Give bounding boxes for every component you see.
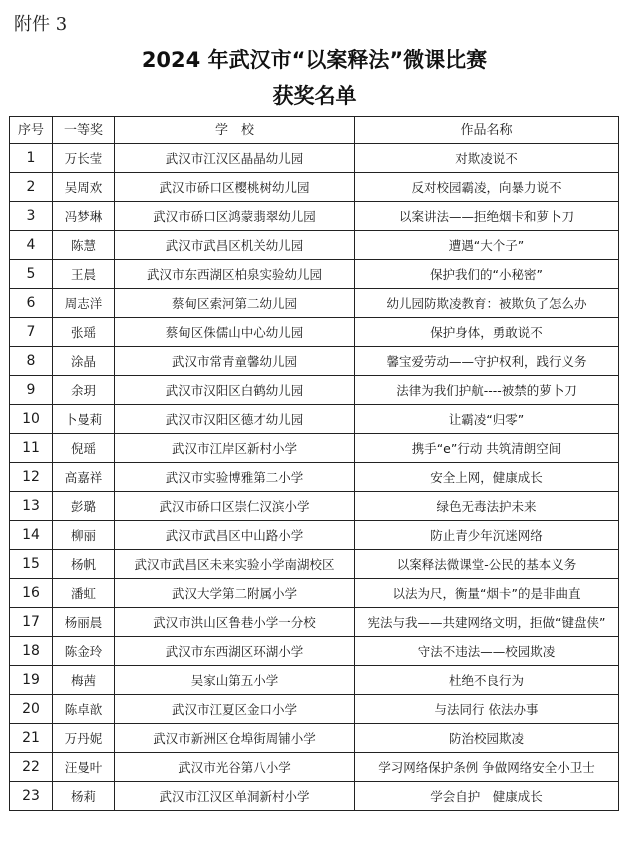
row-index-cell: 20 [10,695,53,724]
table-row [10,260,619,289]
row-index-cell: 1 [10,144,53,173]
work-title-cell: 保护身体，勇敢说不 [355,318,619,347]
table-row [10,376,619,405]
winner-name-cell: 柳丽 [53,521,115,550]
school-cell: 武汉市武昌区未来实验小学南湖校区 [115,550,355,579]
winner-name-cell: 王晨 [53,260,115,289]
work-title-cell: 学习网络保护条例 争做网络安全小卫士 [355,753,619,782]
school-cell: 武汉市硚口区崇仁汉滨小学 [115,492,355,521]
winner-name-cell: 梅茜 [53,666,115,695]
row-index-cell: 6 [10,289,53,318]
school-cell: 武汉市江夏区金口小学 [115,695,355,724]
row-index-cell: 5 [10,260,53,289]
school-cell: 武汉市硚口区樱桃树幼儿园 [115,173,355,202]
school-cell: 武汉市武昌区中山路小学 [115,521,355,550]
school-cell: 武汉市光谷第八小学 [115,753,355,782]
work-title-cell: 守法不违法——校园欺凌 [355,637,619,666]
table-row [10,550,619,579]
table-row [10,289,619,318]
row-index-cell: 14 [10,521,53,550]
winner-name-cell: 杨帆 [53,550,115,579]
table-row [10,202,619,231]
school-cell: 武汉市武昌区机关幼儿园 [115,231,355,260]
document-title: 2024 年武汉市“以案释法”微课比赛 [141,48,488,72]
work-title-cell: 杜绝不良行为 [355,666,619,695]
row-index-cell: 11 [10,434,53,463]
winner-name-cell: 潘虹 [53,579,115,608]
column-header-index: 序号 [10,117,53,144]
work-title-cell: 幼儿园防欺凌教育：被欺负了怎么办 [355,289,619,318]
winner-name-cell: 卜曼莉 [53,405,115,434]
school-cell: 蔡甸区侏儒山中心幼儿园 [115,318,355,347]
school-cell: 武汉市实验博雅第二小学 [115,463,355,492]
table-row [10,144,619,173]
winner-name-cell: 万丹妮 [53,724,115,753]
row-index-cell: 13 [10,492,53,521]
school-cell: 蔡甸区索河第二幼儿园 [115,289,355,318]
table-body [10,144,619,811]
winner-name-cell: 高嘉祥 [53,463,115,492]
winner-name-cell: 陈金玲 [53,637,115,666]
work-title-cell: 对欺凌说不 [355,144,619,173]
school-cell: 武汉市硚口区鸿蒙翡翠幼儿园 [115,202,355,231]
document-subtitle: 获奖名单 [272,84,357,108]
table-row [10,608,619,637]
winner-name-cell: 杨莉 [53,782,115,811]
row-index-cell: 15 [10,550,53,579]
school-cell: 武汉市常青童馨幼儿园 [115,347,355,376]
work-title-cell: 让霸凌“归零” [355,405,619,434]
row-index-cell: 2 [10,173,53,202]
table-row [10,434,619,463]
row-index-cell: 4 [10,231,53,260]
row-index-cell: 21 [10,724,53,753]
row-index-cell: 23 [10,782,53,811]
row-index-cell: 18 [10,637,53,666]
row-index-cell: 12 [10,463,53,492]
work-title-cell: 馨宝爱劳动——守护权利，践行义务 [355,347,619,376]
winner-name-cell: 彭璐 [53,492,115,521]
table-row [10,666,619,695]
work-title-cell: 安全上网，健康成长 [355,463,619,492]
work-title-cell: 法律为我们护航----被禁的萝卜刀 [355,376,619,405]
school-cell: 武汉市江汉区晶晶幼儿园 [115,144,355,173]
work-title-cell: 宪法与我——共建网络文明，拒做“键盘侠” [355,608,619,637]
school-cell: 吴家山第五小学 [115,666,355,695]
school-cell: 武汉市东西湖区环湖小学 [115,637,355,666]
table-row [10,318,619,347]
work-title-cell: 以法为尺，衡量“烟卡”的是非曲直 [355,579,619,608]
work-title-cell: 以案讲法——拒绝烟卡和萝卜刀 [355,202,619,231]
table-row [10,492,619,521]
school-cell: 武汉市汉阳区德才幼儿园 [115,405,355,434]
work-title-cell: 以案释法微课堂-公民的基本义务 [355,550,619,579]
table-row [10,463,619,492]
work-title-cell: 保护我们的“小秘密” [355,260,619,289]
column-header-school: 学 校 [115,117,355,144]
table-row [10,753,619,782]
row-index-cell: 9 [10,376,53,405]
row-index-cell: 3 [10,202,53,231]
attachment-label: 附件 3 [14,14,68,35]
school-cell: 武汉市江汉区单洞新村小学 [115,782,355,811]
row-index-cell: 7 [10,318,53,347]
table-row [10,724,619,753]
winner-name-cell: 吴周欢 [53,173,115,202]
row-index-cell: 8 [10,347,53,376]
row-index-cell: 10 [10,405,53,434]
row-index-cell: 17 [10,608,53,637]
award-table [9,116,619,811]
winner-name-cell: 万长莹 [53,144,115,173]
table-row [10,579,619,608]
table-row [10,782,619,811]
table-row [10,231,619,260]
table-row [10,695,619,724]
work-title-cell: 绿色无毒法护未来 [355,492,619,521]
table-row [10,405,619,434]
row-index-cell: 22 [10,753,53,782]
row-index-cell: 16 [10,579,53,608]
work-title-cell: 携手“e”行动 共筑清朗空间 [355,434,619,463]
school-cell: 武汉市汉阳区白鹤幼儿园 [115,376,355,405]
winner-name-cell: 陈慧 [53,231,115,260]
winner-name-cell: 冯梦琳 [53,202,115,231]
table-header [10,117,619,144]
table-row [10,173,619,202]
winner-name-cell: 杨丽晨 [53,608,115,637]
winner-name-cell: 余玥 [53,376,115,405]
winner-name-cell: 陈卓歆 [53,695,115,724]
table-row [10,521,619,550]
column-header-prize: 一等奖 [53,117,115,144]
row-index-cell: 19 [10,666,53,695]
table-row [10,347,619,376]
work-title-cell: 与法同行 依法办事 [355,695,619,724]
column-header-work: 作品名称 [355,117,619,144]
winner-name-cell: 张瑶 [53,318,115,347]
work-title-cell: 学会自护 健康成长 [355,782,619,811]
work-title-cell: 遭遇“大个子” [355,231,619,260]
school-cell: 武汉市东西湖区柏泉实验幼儿园 [115,260,355,289]
winner-name-cell: 汪曼叶 [53,753,115,782]
school-cell: 武汉市江岸区新村小学 [115,434,355,463]
winner-name-cell: 涂晶 [53,347,115,376]
table-row [10,637,619,666]
work-title-cell: 防止青少年沉迷网络 [355,521,619,550]
work-title-cell: 防治校园欺凌 [355,724,619,753]
school-cell: 武汉市新洲区仓埠街周铺小学 [115,724,355,753]
school-cell: 武汉大学第二附属小学 [115,579,355,608]
winner-name-cell: 倪瑶 [53,434,115,463]
school-cell: 武汉市洪山区鲁巷小学一分校 [115,608,355,637]
work-title-cell: 反对校园霸凌，向暴力说不 [355,173,619,202]
winner-name-cell: 周志洋 [53,289,115,318]
header-row [10,117,619,144]
